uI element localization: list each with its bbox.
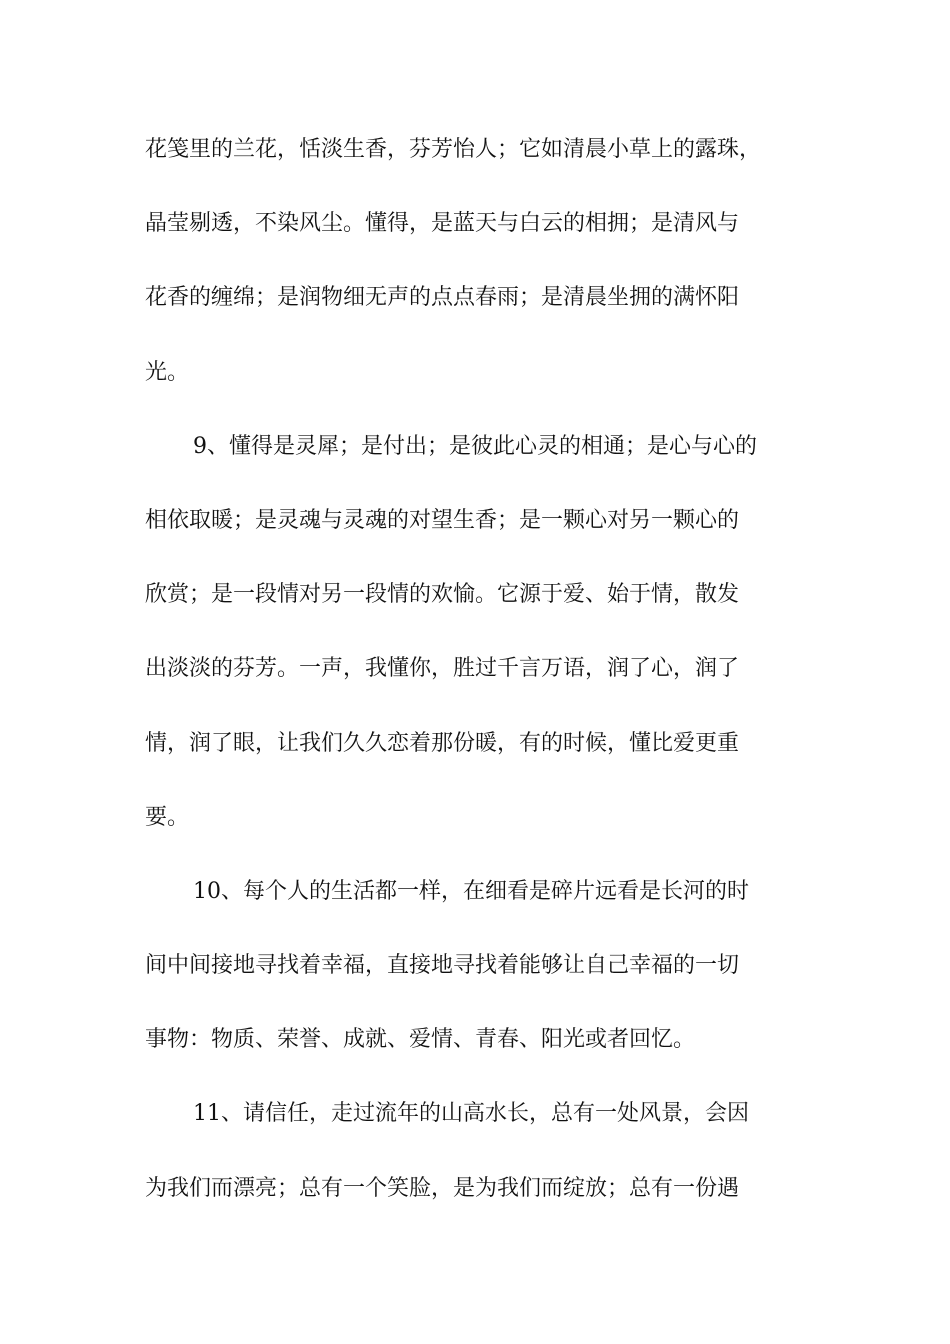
text-line: 情，润了眼，让我们久久恋着那份暖，有的时候，懂比爱更重 (145, 730, 740, 756)
text-line: 间中间接地寻找着幸福，直接地寻找着能够让自己幸福的一切 (145, 953, 740, 979)
text-line: 欣赏；是一段情对另一段情的欢愉。它源于爱、始于情，散发 (145, 582, 740, 608)
paragraph-9-start: 9、懂得是灵犀；是付出；是彼此心灵的相通；是心与心的 (193, 433, 757, 459)
text-line: 为我们而漂亮；总有一个笑脸，是为我们而绽放；总有一份遇 (145, 1175, 740, 1201)
paragraph-11-start: 11、请信任，走过流年的山高水长，总有一处风景，会因 (193, 1101, 749, 1127)
text-line: 事物：物质、荣誉、成就、爱情、青春、阳光或者回忆。 (145, 1027, 696, 1053)
paragraph-10-start: 10、每个人的生活都一样，在细看是碎片远看是长河的时 (193, 878, 749, 904)
text-line: 出淡淡的芬芳。一声，我懂你，胜过千言万语，润了心，润了 (145, 656, 740, 682)
text-line: 晶莹剔透，不染风尘。懂得，是蓝天与白云的相拥；是清风与 (145, 211, 740, 237)
text-line: 要。 (145, 804, 190, 830)
text-line: 花香的缠绵；是润物细无声的点点春雨；是清晨坐拥的满怀阳 (145, 285, 740, 311)
text-line: 相依取暖；是灵魂与灵魂的对望生香；是一颗心对另一颗心的 (145, 507, 740, 533)
text-line: 花笺里的兰花，恬淡生香，芬芳怡人；它如清晨小草上的露珠， (145, 137, 762, 162)
body-text (145, 128, 825, 1241)
text-line: 光。 (145, 359, 190, 385)
